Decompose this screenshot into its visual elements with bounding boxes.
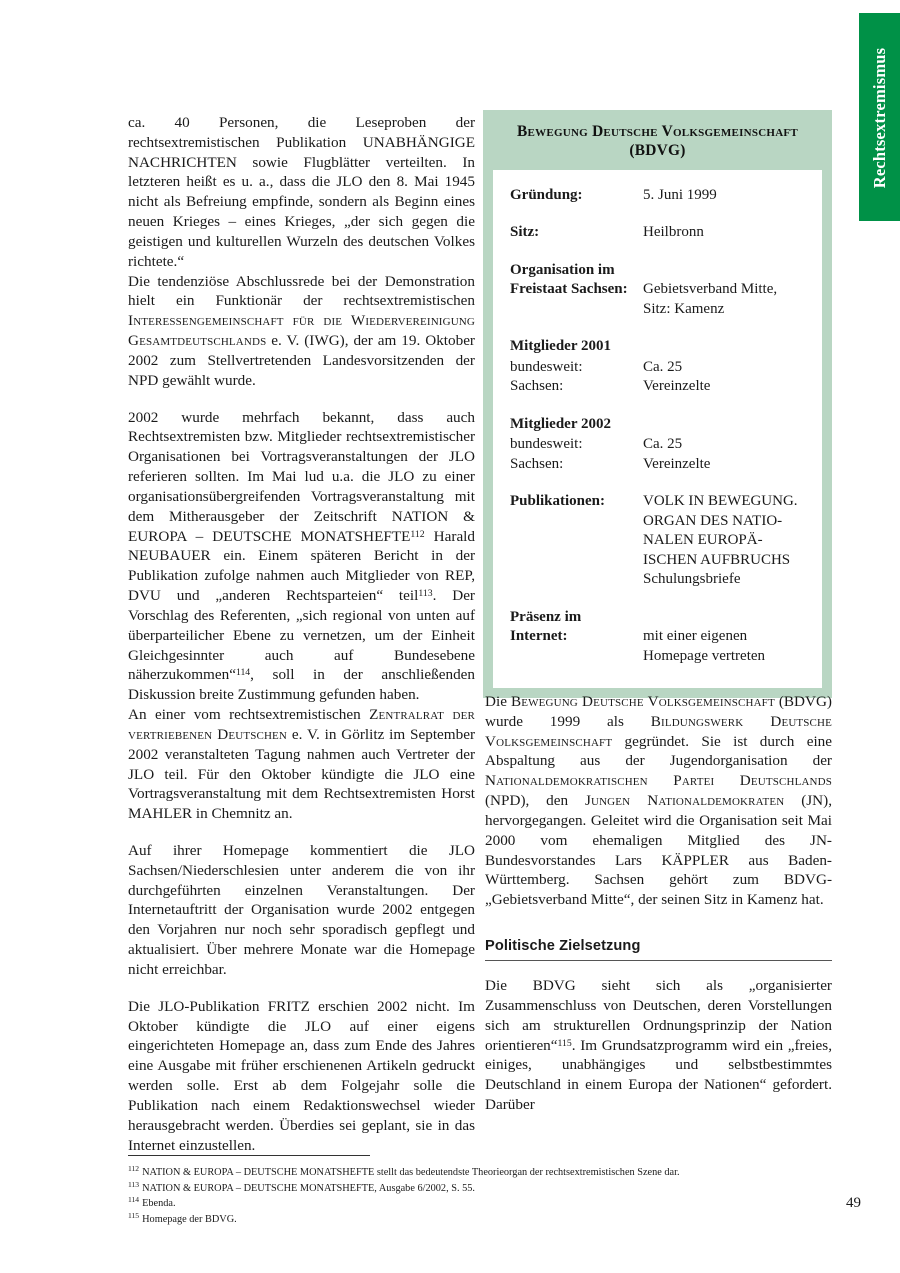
info-value-organisation-line1: Gebietsverband Mitte, (643, 281, 778, 297)
info-key-organisation-line1: Organisation im (510, 261, 615, 278)
info-key-gruendung: Gründung: (510, 186, 583, 203)
info-value-gruendung (643, 186, 805, 206)
para4-smallcaps-zentralrat: Zentralrat der vertriebenen Deutschen (128, 706, 475, 743)
info-group-mitglieder-2002 (510, 415, 805, 475)
footnote-ref-112[interactable]: 112 (410, 528, 425, 540)
info-value-internet (643, 608, 805, 667)
footnote-112-title: NATION & EUROPA – DEUTSCHE MONATSHEFTE (142, 1167, 375, 1178)
info-value-organisation-line2: Sitz: Kamenz (643, 300, 725, 317)
paragraph-left-2 (128, 272, 475, 391)
footnote-separator-rule (128, 1155, 370, 1156)
info-row-2001-bundesweit (510, 358, 805, 378)
info-value-publikationen (643, 492, 805, 590)
footnote-ref-113[interactable]: 113 (418, 587, 433, 599)
footnote-114 (128, 1196, 838, 1212)
chapter-tab-label: Rechtsextremismus (869, 47, 889, 189)
info-group-head-2002: Mitglieder 2002 (510, 415, 611, 432)
footnote-112 (128, 1165, 838, 1181)
paragraph-left-6: Die JLO-Publikation FRITZ erschien 2002 nicht. Im Oktober kündigte die JLO auf einer eigens eingerichteten Homepage an, dass zum Ende des Jahres eine Ausgabe mit früher erschienenen Artikeln gedruckt werden solle. Erst ab dem Folgejahr solle die Publikation nach einem Redaktionswechsel wieder herausgebracht werden. Überdies sei geplant, sie in das Internet einzustellen. (128, 997, 475, 1154)
info-box-title-line2: (BDVG) (629, 142, 686, 160)
info-box-content (493, 170, 822, 689)
info-row-2001-sachsen (510, 377, 805, 397)
page-number: 49 (846, 1195, 861, 1211)
footnote-113-number: 113 (128, 1179, 140, 1189)
info-value-publikationen-line1: VOLK IN BEWEGUNG. (643, 493, 798, 509)
para4-seg2: e. V. in Görlitz im September 2002 veranstalteten Tagung nahmen auch Vertreter der JLO teil. Für den Oktober kündigte die JLO eine Vortragsveranstaltung mit dem Rechtsextremisten Horst MAHLER in Chemnitz an. (128, 725, 475, 823)
info-group-mitglieder-2001 (510, 337, 805, 397)
chapter-tab (859, 13, 900, 221)
paragraph-right-1 (485, 692, 832, 910)
info-group-head-2001: Mitglieder 2001 (510, 338, 611, 354)
info-row-publikationen (510, 492, 805, 590)
footnote-115-text: Homepage der BDVG. (142, 1213, 237, 1225)
section-heading-politische-zielsetzung: Politische Zielsetzung (485, 937, 832, 961)
right-p1-seg5: (JN), hervorgegangen. Geleitet wird die Organisation seit Mai 2000 vom ehemaligen Mitglied des JN-Bundesvorstandes Lars KÄPPLER aus Baden-Württemberg. Sachsen gehört zum BDVG-„Gebietsverband Mitte“, der seinen Sitz in Kamenz hat. (485, 792, 833, 909)
footnote-ref-115[interactable]: 115 (557, 1037, 572, 1049)
right-p1-seg1: Die (485, 693, 511, 710)
info-key-publikationen: Publikationen: (510, 493, 606, 509)
info-value-publikationen-line4: ISCHEN AUFBRUCHS (643, 551, 791, 568)
footnote-113-title: NATION & EUROPA – DEUTSCHE MONATSHEFTE (142, 1182, 375, 1194)
bdvg-info-box (483, 110, 832, 698)
info-row-internet (510, 608, 805, 667)
info-value-publikationen-line5: Schulungsbriefe (643, 571, 741, 587)
right-p2-seg1: Die BDVG sieht sich als „organisierter Zusammenschluss von Deutschen, deren Vorstellungen sich am strukturellen Ordnungsprinzip der Nation orientieren“ (485, 977, 832, 1054)
info-value-sitz (643, 223, 805, 243)
paragraph-left-1: ca. 40 Personen, die Leseproben der rechtsextremistischen Publikation UNABHÄNGIGE NACHRICHTEN sowie Flugblätter verteilten. In letzteren heißt es u. a., dass die JLO den 8. Mai 1945 nicht als Befreiung empfinde, sondern als Beginn eines neuen Krieges – eines Krieges, „der sich gegen die geistigen und kulturellen Wurzeln des deutschen Volkes richtete.“ (128, 114, 475, 270)
para3-seg1: 2002 wurde mehrfach bekannt, dass auch Rechtsextremisten bzw. Mitglieder rechtsextremistischer Organisationen bei Vortragsveranstaltungen der JLO referieren sollten. Im Mai lud u.a. die JLO zu einer organisationsübergreifenden Vortragsveranstaltung mit dem Mitherausgeber der Zeitschrift NATION & EUROPA – DEUTSCHE MONATSHEFTE (128, 408, 475, 545)
footnote-112-text: stellt das bedeutendste Theorieorgan der rechtsextremistischen Szene dar. (374, 1167, 680, 1178)
left-text-column (128, 113, 475, 1155)
info-row-2002-sachsen (510, 455, 805, 475)
para2-seg2: e. V. (IWG), der am 19. Oktober 2002 zum Stellvertretenden Landesvorsitzenden der NPD gewählt wurde. (128, 332, 475, 389)
right-p1-seg3: gegründet. Sie ist durch eine Abspaltung aus der Jugendorganisation der (485, 732, 832, 770)
info-key-2002-sachsen: Sachsen: (510, 455, 564, 472)
right-p1-smallcaps-jn: Jungen Nationaldemokraten (584, 792, 785, 810)
info-row-organisation (510, 261, 805, 320)
info-value-internet-line2: Homepage vertreten (643, 647, 766, 664)
footnote-115-number: 115 (128, 1210, 140, 1220)
info-key-2001-bundesweit: bundesweit: (510, 358, 583, 375)
footnote-ref-114[interactable]: 114 (235, 667, 251, 679)
info-box-title (493, 119, 822, 170)
info-key-2001-sachsen: Sachsen: (510, 378, 564, 394)
info-key-internet (510, 608, 643, 667)
footnote-114-text: Ebenda. (142, 1198, 176, 1210)
para3-seg2: Harald NEUBAUER ein. Einem späteren Bericht in der Publikation zufolge nahmen auch Mitglieder von REP, DVU und „anderen Rechtsparteien“ teil (128, 527, 475, 605)
right-p2-seg2: . Im Grundsatzprogramm wird ein „freies, einiges, unabhängiges und selbstbestimmtes Deutschland in einem Europa der Nationen“ gefordert. Darüber (485, 1036, 832, 1114)
paragraph-right-2 (485, 976, 832, 1115)
right-p1-smallcaps-bildungswerk: Bildungswerk Deutsche Volksgemeinschaft (485, 712, 833, 750)
info-key-organisation-line2: Freistaat Sachsen: (510, 281, 628, 297)
para2-seg1: Die tendenziöse Abschlussrede bei der Demonstration hielt ein Funktionär der rechtsextremistischen (128, 272, 475, 310)
info-value-publikationen-line2: ORGAN DES NATIO- (643, 512, 783, 529)
paragraph-left-4 (128, 705, 475, 824)
footnote-115 (128, 1212, 838, 1228)
info-box-title-line1: Bewegung Deutsche Volksgemeinschaft (517, 123, 798, 140)
info-key-internet-line1: Präsenz im (510, 608, 582, 625)
right-p1-seg4: (NPD), den (485, 792, 585, 810)
right-text-column (485, 692, 832, 1115)
para3-seg4: , soll in der anschließenden Diskussion breite Zustimmung gefunden haben. (128, 666, 475, 704)
info-key-sitz: Sitz: (510, 224, 540, 240)
paragraph-left-5: Auf ihrer Homepage kommentiert die JLO Sachsen/Niederschlesien unter anderem die von ihr durchgeführten einzelnen Veranstaltungen. Der Internetauftritt der Organisation wurde 2002 entgegen den Vorjahren nur noch sehr sporadisch gepflegt und aktualisiert. Über mehrere Monate war die Homepage nicht erreichbar. (128, 841, 475, 978)
right-p1-smallcaps-bdvg: Bewegung Deutsche Volksgemeinschaft (510, 693, 775, 710)
info-row-2002-bundesweit (510, 435, 805, 455)
footnote-113 (128, 1181, 838, 1197)
info-value-2001-sachsen: Vereinzelte (643, 378, 711, 394)
paragraph-left-3 (128, 408, 475, 705)
info-row-gruendung (510, 186, 805, 206)
info-key-2002-bundesweit: bundesweit: (510, 436, 583, 452)
para3-seg3: . Der Vorschlag des Referenten, „sich regional von unten auf überparteilicher Ebene zu vernetzen, um der Einheit Gleichgesinnter auch auf Bundesebene näherzukommen“ (128, 587, 475, 684)
info-value-publikationen-line3: NALEN EUROPÄ- (643, 532, 763, 548)
info-value-sitz-line1: Heilbronn (643, 224, 704, 240)
right-p1-seg2: (BDVG) wurde 1999 als (485, 693, 832, 730)
info-value-organisation (643, 261, 805, 320)
info-value-2002-bundesweit: Ca. 25 (643, 436, 683, 452)
para2-smallcaps-iwg: Interessengemeinschaft für die Wiedervereinigung Gesamtdeutschlands (128, 312, 475, 350)
footnote-113-text: , Ausgabe 6/2002, S. 55. (374, 1182, 475, 1194)
info-key-organisation (510, 261, 643, 320)
footnote-114-number: 114 (128, 1195, 140, 1205)
footnote-112-number: 112 (128, 1164, 140, 1174)
info-key-internet-line2: Internet: (510, 628, 568, 644)
info-value-2001-bundesweit: Ca. 25 (643, 358, 683, 375)
info-value-gruendung-line1: 5. Juni 1999 (643, 186, 717, 203)
para4-seg1: An einer vom rechtsextremistischen (128, 706, 370, 724)
info-value-internet-line1: mit einer eigenen (643, 628, 748, 644)
footnotes-area (128, 1155, 838, 1228)
right-p1-smallcaps-npd: Nationaldemokratischen Partei Deutschlands (485, 772, 832, 790)
info-row-sitz (510, 223, 805, 243)
info-value-2002-sachsen: Vereinzelte (643, 455, 711, 472)
